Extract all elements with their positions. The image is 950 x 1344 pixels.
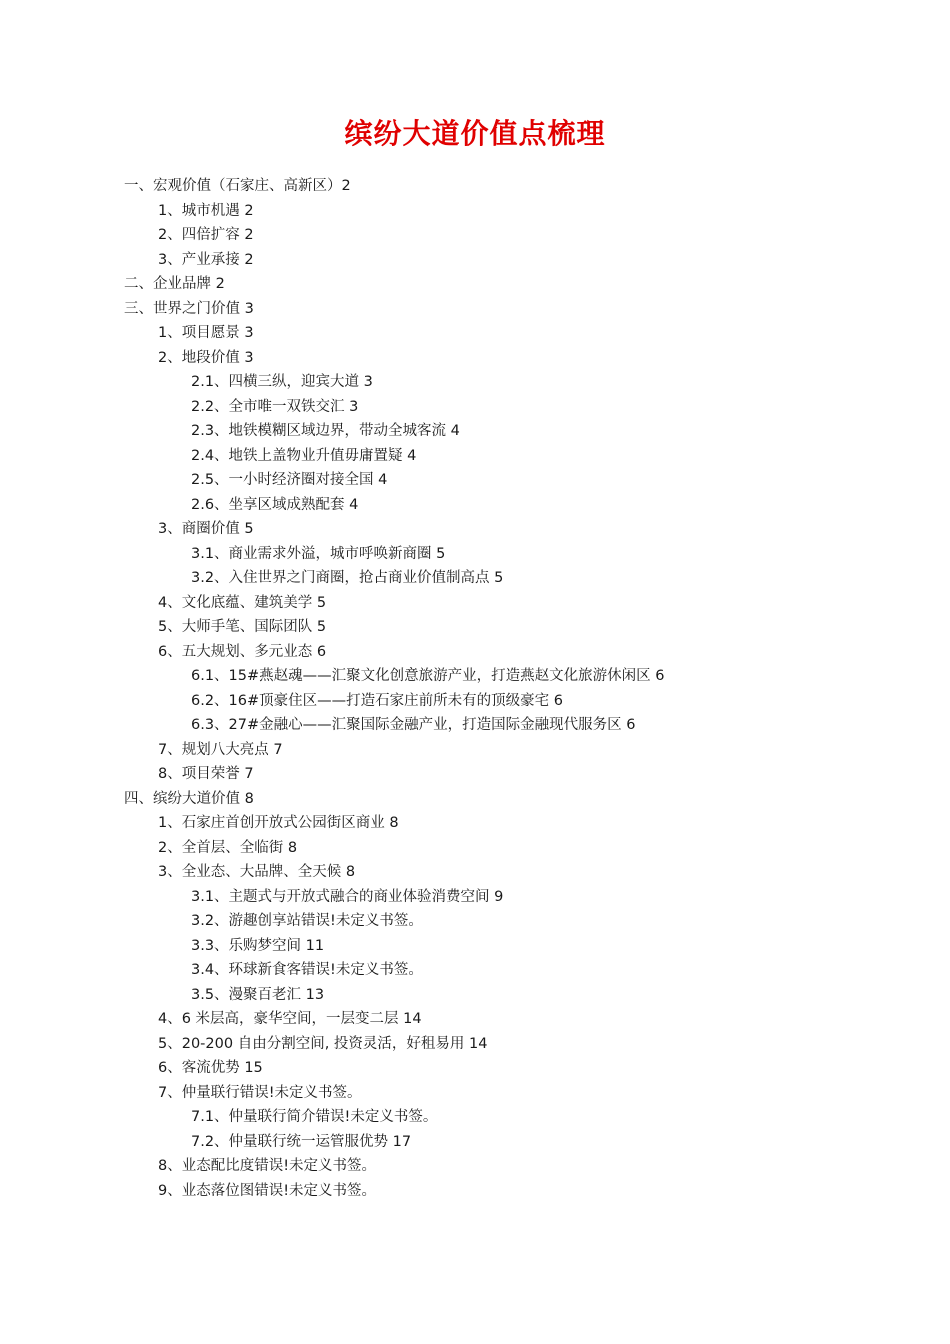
- toc-entry-level-2[interactable]: 8、项目荣誉 7: [158, 766, 254, 782]
- toc-entry-level-1[interactable]: 四、缤纷大道价值 8: [124, 790, 254, 807]
- toc-entry-level-2[interactable]: 3、产业承接 2: [158, 251, 254, 268]
- toc-entry-level-3[interactable]: 3.4、环球新食客错误!未定义书签。: [191, 962, 423, 978]
- toc-entry-level-2[interactable]: 7、规划八大亮点 7: [158, 741, 283, 758]
- toc-entry-level-2[interactable]: 4、6 米层高，豪华空间，一层变二层 14: [158, 1011, 422, 1027]
- toc-entry-level-2[interactable]: 6、客流优势 15: [158, 1060, 263, 1076]
- toc-entry-level-3[interactable]: 3.1、主题式与开放式融合的商业体验消费空间 9: [191, 888, 504, 905]
- toc-entry-level-3[interactable]: 2.1、四横三纵，迎宾大道 3: [191, 374, 373, 390]
- toc-entry-level-2[interactable]: 1、项目愿景 3: [158, 325, 254, 341]
- toc-entry-level-3[interactable]: 2.5、一小时经济圈对接全国 4: [191, 472, 388, 488]
- toc-entry-level-3[interactable]: 7.2、仲量联行统一运管服优势 17: [191, 1133, 412, 1150]
- toc-entry-level-3[interactable]: 6.1、15#燕赵魂——汇聚文化创意旅游产业，打造燕赵文化旅游休闲区 6: [191, 668, 665, 684]
- table-of-contents: [0, 174, 950, 1203]
- toc-entry-level-3[interactable]: 2.6、坐享区域成熟配套 4: [191, 496, 359, 513]
- toc-entry-level-2[interactable]: 5、20-200 自由分割空间, 投资灵活，好租易用 14: [158, 1035, 488, 1052]
- toc-entry-level-3[interactable]: 3.3、乐购梦空间 11: [191, 937, 325, 954]
- toc-entry-level-3[interactable]: 3.1、商业需求外溢，城市呼唤新商圈 5: [191, 545, 446, 562]
- toc-entry-level-2[interactable]: 6、五大规划、多元业态 6: [158, 643, 327, 660]
- document-title: 缤纷大道价值点梳理: [344, 117, 606, 150]
- toc-entry-level-2[interactable]: 2、地段价值 3: [158, 349, 254, 366]
- toc-entry-level-1[interactable]: 一、宏观价值（石家庄、高新区）2: [124, 178, 351, 194]
- toc-entry-level-3[interactable]: 2.3、地铁模糊区域边界，带动全城客流 4: [191, 423, 460, 439]
- toc-entry-level-3[interactable]: 7.1、仲量联行简介错误!未定义书签。: [191, 1109, 438, 1125]
- toc-entry-level-2[interactable]: 7、仲量联行错误!未定义书签。: [158, 1084, 362, 1101]
- toc-entry-level-1[interactable]: 二、企业品牌 2: [124, 276, 225, 292]
- toc-entry-level-2[interactable]: 5、大师手笔、国际团队 5: [158, 619, 327, 635]
- toc-entry-level-3[interactable]: 2.4、地铁上盖物业升值毋庸置疑 4: [191, 447, 417, 464]
- toc-entry-level-3[interactable]: 6.2、16#顶豪住区——打造石家庄前所未有的顶级豪宅 6: [191, 692, 563, 709]
- toc-entry-level-2[interactable]: 4、文化底蕴、建筑美学 5: [158, 594, 327, 611]
- toc-entry-level-2[interactable]: 9、业态落位图错误!未定义书签。: [158, 1182, 377, 1199]
- toc-entry-level-1[interactable]: 三、世界之门价值 3: [124, 300, 254, 317]
- toc-entry-level-2[interactable]: 3、全业态、大品牌、全天候 8: [158, 864, 356, 880]
- toc-entry-level-2[interactable]: 1、石家庄首创开放式公园街区商业 8: [158, 815, 399, 831]
- toc-entry-level-2[interactable]: 3、商圈价值 5: [158, 521, 254, 537]
- toc-entry-level-3[interactable]: 3.5、漫聚百老汇 13: [191, 986, 325, 1003]
- toc-entry-level-3[interactable]: 6.3、27#金融心——汇聚国际金融产业，打造国际金融现代服务区 6: [191, 717, 636, 733]
- toc-entry-level-2[interactable]: 1、城市机遇 2: [158, 202, 254, 219]
- toc-entry-level-2[interactable]: 2、全首层、全临街 8: [158, 839, 298, 856]
- toc-entry-level-3[interactable]: 3.2、入住世界之门商圈，抢占商业价值制高点 5: [191, 570, 504, 586]
- toc-entry-level-3[interactable]: 3.2、游趣创享站错误!未定义书签。: [191, 913, 423, 929]
- toc-entry-level-3[interactable]: 2.2、全市唯一双铁交汇 3: [191, 398, 359, 415]
- toc-entry-level-2[interactable]: 8、业态配比度错误!未定义书签。: [158, 1158, 377, 1174]
- toc-entry-level-2[interactable]: 2、四倍扩容 2: [158, 227, 254, 243]
